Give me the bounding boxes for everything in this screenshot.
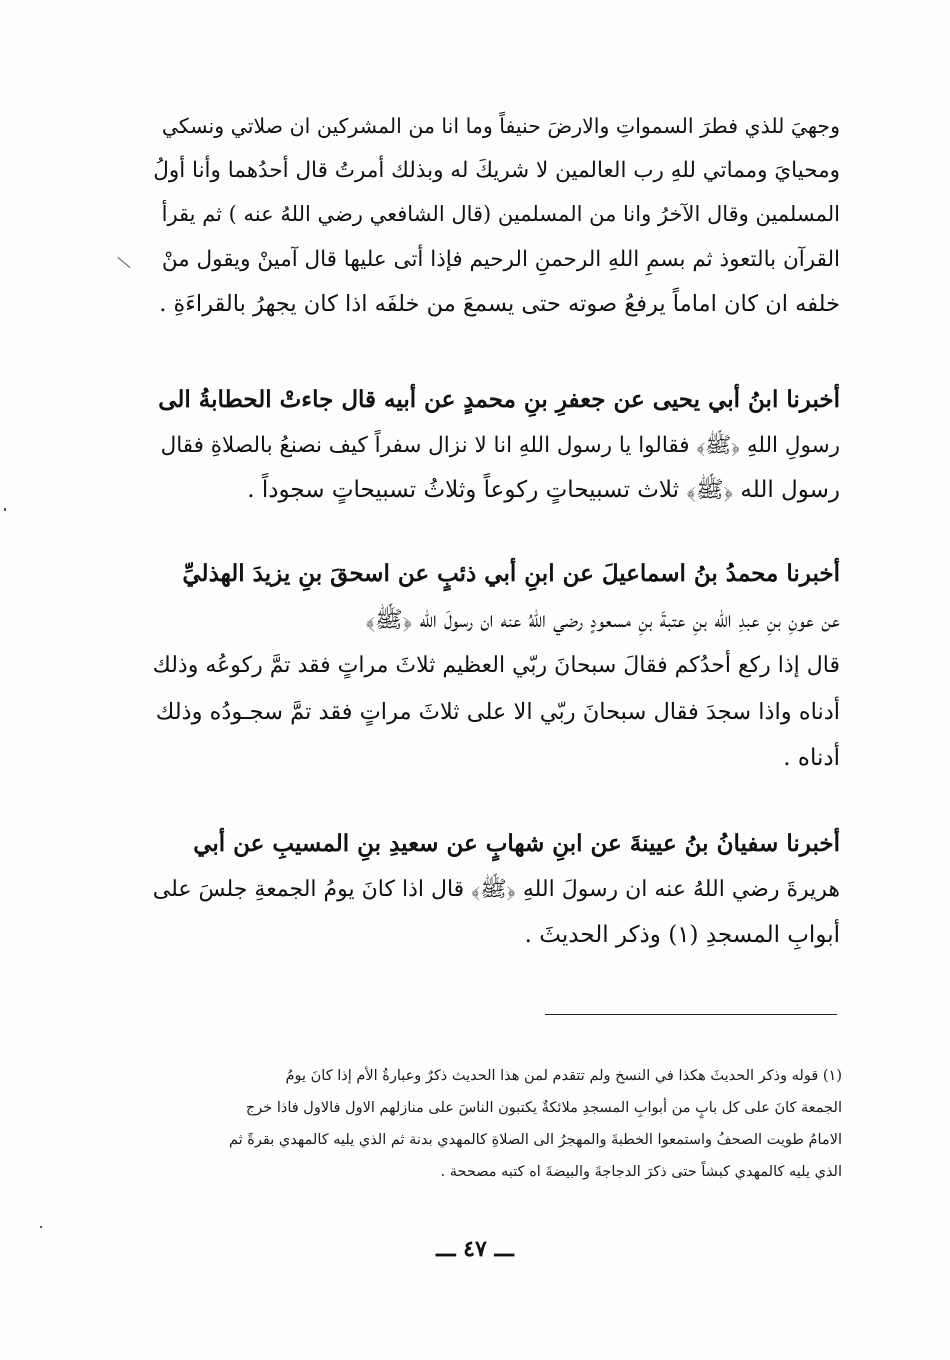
paragraph-4 bbox=[150, 830, 840, 950]
footnote-line: الامامُ طويت الصحفُ واستمعوا الخطبةَ والمهجرُ الى الصلاةِ كالمهدي بدنة ثم الذي يليه كالمهدي بقرةً ثم bbox=[229, 1132, 842, 1148]
text-line: المسلمين وقال الآخرُ وانا من المسلمين (قال الشافعي رضي اللهُ عنه ) ثم يقرأ bbox=[161, 202, 840, 227]
text-line: عن عونِ بنِ عبدِ الله بنِ عتبةَ بنِ مسعودٍ رضي اللهُ عنه ان رسولَ الله ﴿ﷺ﴾ bbox=[365, 606, 840, 633]
scan-mark bbox=[4, 508, 6, 511]
text-line: أخبرنا سفيانُ بنُ عيينةَ عن ابنِ شهابٍ عن سعيدِ بنِ المسيبِ عن أبي bbox=[193, 830, 840, 857]
text-line: خلفه ان كان اماماً يرفعُ صوته حتى يسمعَ من خلفَه اذا كان يجهرُ بالقراءَةِ . bbox=[159, 291, 840, 318]
scan-mark bbox=[118, 257, 131, 268]
text-line: وجهيَ للذي فطرَ السمواتِ والارضَ حنيفاً وما انا من المشركين ان صلاتي ونسكي bbox=[161, 114, 840, 138]
text-line: أدناه . bbox=[783, 744, 840, 771]
paragraph-3 bbox=[150, 560, 840, 772]
paragraph-2 bbox=[150, 386, 840, 505]
footnote-line: الجمعة كانَ على كل بابٍ من أبوابِ المسجدِ ملائكةٌ يكتبون الناسَ على منازلهم الاول فالاول فاذا خرج bbox=[245, 1100, 842, 1116]
text-line: أخبرنا محمدُ بنُ اسماعيلَ عن ابنِ أبي ذئبٍ عن اسحقَ بنِ يزيدَ الهذليِّ bbox=[182, 560, 840, 587]
text-line: قال إذا ركع أحدُكم فقالَ سبحانَ ربّي العظيم ثلاثَ مراتٍ فقد تمَّ ركوعُه وذلك bbox=[152, 653, 840, 679]
page-number: ـــ ٤٧ ـــ bbox=[436, 1236, 514, 1262]
text-line: هريرةَ رضي اللهُ عنه ان رسولَ اللهِ ﴿ﷺ﴾ قال اذا كانَ يومُ الجمعةِ جلسَ على bbox=[152, 876, 840, 902]
text-line: ومحيايَ ومماتي للهِ رب العالمين لا شريكَ له وبذلك أمرتُ قال أحدُهما وأنا أولُ bbox=[153, 157, 840, 183]
text-line: رسولِ اللهِ ﴿ﷺ﴾ فقالوا يا رسول اللهِ انا لا نزال سفراً كيف نصنعُ بالصلاةِ فقال bbox=[160, 432, 840, 458]
scan-mark bbox=[40, 1226, 42, 1228]
text-line: أخبرنا ابنُ أبي يحيى عن جعفرِ بنِ محمدٍ عن أبيه قال جاءتْ الحطابةُ الى bbox=[158, 386, 840, 413]
text-line: القرآن بالتعوذ ثم بسمِ اللهِ الرحمنِ الرحيم فإذا أتى عليها قال آمينْ ويقول منْ bbox=[161, 246, 840, 272]
text-line: رسول الله ﴿ﷺ﴾ ثلاث تسبيحاتٍ ركوعاً وثلاثُ تسبيحاتٍ سجوداً . bbox=[247, 477, 840, 504]
footnote-line: الذي يليه كالمهدي كبشاً حتى ذكرَ الدجاجةَ والبيضةَ اه كتبه مصححة . bbox=[440, 1164, 842, 1180]
footnote-line: (١) قوله وذكر الحديثَ هكذا في النسخ ولم تتقدم لمن هذا الحديث ذكرٌ وعبارةُ الأم إذا كانَ يومُ bbox=[285, 1068, 842, 1084]
paragraph-1 bbox=[150, 114, 840, 318]
text-line: أبوابِ المسجدِ (١) وذكر الحديثَ . bbox=[524, 921, 840, 948]
text-line: أدناه واذا سجدَ فقال سبحانَ ربّي الا على ثلاثَ مراتٍ فقد تمَّ سجـودُه وذلك bbox=[155, 698, 840, 725]
footnote-separator bbox=[545, 1014, 837, 1015]
